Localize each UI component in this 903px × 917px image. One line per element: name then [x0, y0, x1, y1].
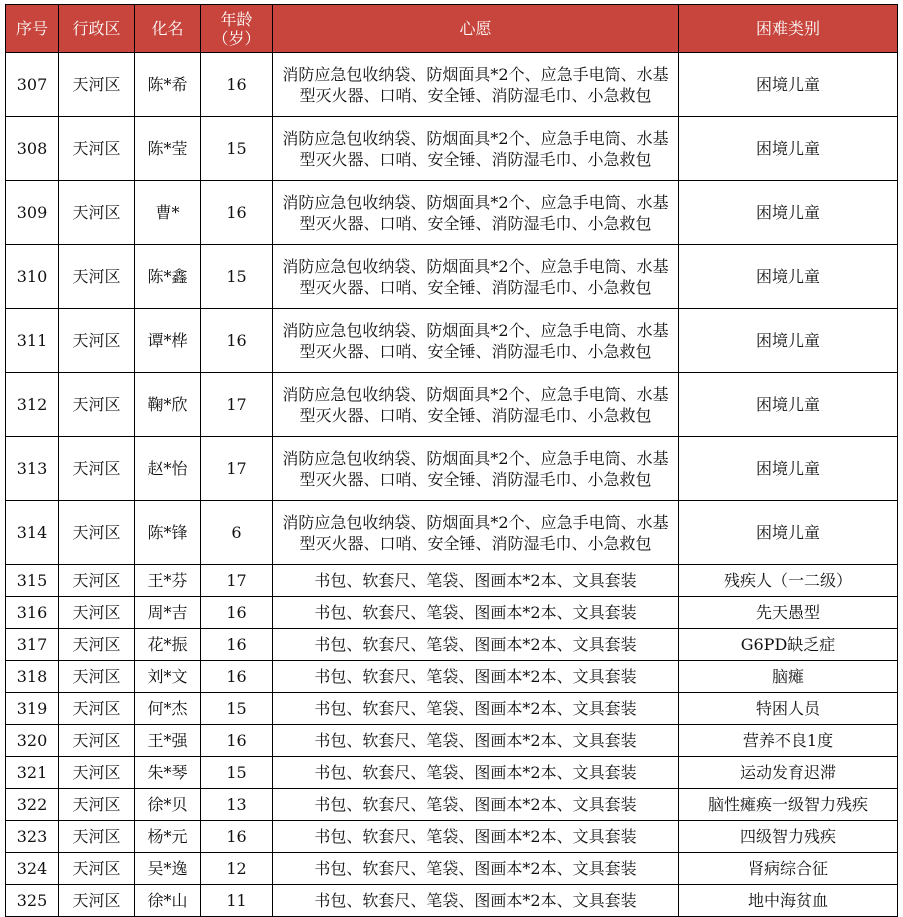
row-district: 天河区 [59, 245, 135, 309]
row-district: 天河区 [59, 437, 135, 501]
row-wish-line1: 消防应急包收纳袋、防烟面具*2个、应急手电筒、水基 [282, 128, 669, 148]
row-wish-line1: 书包、软套尺、笔袋、图画本*2本、文具套装 [314, 795, 637, 814]
row-wish-line2: 型灭火器、口哨、安全锤、消防湿毛巾、小急救包 [299, 213, 652, 233]
row-name: 王*强 [135, 725, 201, 757]
wish-list-table-container [5, 4, 898, 917]
row-wish-line1: 书包、软套尺、笔袋、图画本*2本、文具套装 [314, 603, 637, 622]
header-name: 化名 [135, 5, 201, 53]
row-wish-line2: 型灭火器、口哨、安全锤、消防湿毛巾、小急救包 [299, 341, 652, 361]
row-category: 困境儿童 [679, 245, 898, 309]
row-age: 11 [201, 885, 273, 917]
row-no: 314 [6, 501, 59, 565]
row-wish-line1: 消防应急包收纳袋、防烟面具*2个、应急手电筒、水基 [282, 192, 669, 212]
row-age: 15 [201, 693, 273, 725]
row-district: 天河区 [59, 757, 135, 789]
row-category: 四级智力残疾 [679, 821, 898, 853]
row-age: 17 [201, 437, 273, 501]
row-wish [273, 501, 679, 565]
row-no: 323 [6, 821, 59, 853]
row-district: 天河区 [59, 661, 135, 693]
row-name: 吴*逸 [135, 853, 201, 885]
table-row [6, 309, 898, 373]
row-wish-line2: 型灭火器、口哨、安全锤、消防湿毛巾、小急救包 [299, 469, 652, 489]
row-wish-line1: 消防应急包收纳袋、防烟面具*2个、应急手电筒、水基 [282, 384, 669, 404]
row-no: 320 [6, 725, 59, 757]
table-row [6, 373, 898, 437]
row-category: 困境儿童 [679, 117, 898, 181]
row-age: 16 [201, 181, 273, 245]
row-name: 花*振 [135, 629, 201, 661]
row-wish [273, 693, 679, 725]
row-name: 周*吉 [135, 597, 201, 629]
row-wish [273, 885, 679, 917]
row-age: 16 [201, 725, 273, 757]
header-age-line1: 年龄 [220, 9, 253, 29]
row-wish-line1: 消防应急包收纳袋、防烟面具*2个、应急手电筒、水基 [282, 512, 669, 532]
row-wish-line1: 消防应急包收纳袋、防烟面具*2个、应急手电筒、水基 [282, 448, 669, 468]
row-age: 16 [201, 821, 273, 853]
row-age: 16 [201, 629, 273, 661]
table-row [6, 437, 898, 501]
row-category: 先天愚型 [679, 597, 898, 629]
row-name: 鞠*欣 [135, 373, 201, 437]
row-district: 天河区 [59, 53, 135, 117]
row-district: 天河区 [59, 597, 135, 629]
row-wish-line2: 型灭火器、口哨、安全锤、消防湿毛巾、小急救包 [299, 85, 652, 105]
row-wish [273, 821, 679, 853]
row-wish [273, 309, 679, 373]
row-wish [273, 597, 679, 629]
row-name: 陈*莹 [135, 117, 201, 181]
table-header-row [6, 5, 898, 53]
row-name: 陈*希 [135, 53, 201, 117]
row-name: 刘*文 [135, 661, 201, 693]
row-wish-line1: 书包、软套尺、笔袋、图画本*2本、文具套装 [314, 827, 637, 846]
row-no: 321 [6, 757, 59, 789]
row-district: 天河区 [59, 373, 135, 437]
row-category: 运动发育迟滞 [679, 757, 898, 789]
row-no: 325 [6, 885, 59, 917]
row-no: 322 [6, 789, 59, 821]
table-row [6, 117, 898, 181]
table-row [6, 853, 898, 885]
row-category: 困境儿童 [679, 501, 898, 565]
row-category: 脑瘫 [679, 661, 898, 693]
table-row [6, 245, 898, 309]
row-name: 朱*琴 [135, 757, 201, 789]
row-wish-line1: 消防应急包收纳袋、防烟面具*2个、应急手电筒、水基 [282, 64, 669, 84]
row-name: 谭*桦 [135, 309, 201, 373]
row-wish-line1: 书包、软套尺、笔袋、图画本*2本、文具套装 [314, 859, 637, 878]
row-name: 何*杰 [135, 693, 201, 725]
table-row [6, 725, 898, 757]
row-wish [273, 565, 679, 597]
row-no: 317 [6, 629, 59, 661]
row-wish [273, 661, 679, 693]
row-name: 徐*贝 [135, 789, 201, 821]
table-row [6, 181, 898, 245]
row-category: 地中海贫血 [679, 885, 898, 917]
row-name: 王*芬 [135, 565, 201, 597]
row-no: 307 [6, 53, 59, 117]
row-category: 营养不良1度 [679, 725, 898, 757]
row-no: 309 [6, 181, 59, 245]
row-name: 陈*鑫 [135, 245, 201, 309]
row-wish-line1: 书包、软套尺、笔袋、图画本*2本、文具套装 [314, 731, 637, 750]
row-no: 312 [6, 373, 59, 437]
header-district: 行政区 [59, 5, 135, 53]
row-wish [273, 117, 679, 181]
table-row [6, 597, 898, 629]
row-wish [273, 53, 679, 117]
row-wish [273, 789, 679, 821]
header-age [201, 5, 273, 53]
row-wish [273, 757, 679, 789]
row-no: 310 [6, 245, 59, 309]
row-name: 曹* [135, 181, 201, 245]
row-name: 赵*怡 [135, 437, 201, 501]
row-age: 17 [201, 373, 273, 437]
row-wish [273, 181, 679, 245]
table-row [6, 885, 898, 917]
table-row [6, 629, 898, 661]
row-age: 16 [201, 53, 273, 117]
table-body [6, 53, 898, 917]
row-wish [273, 245, 679, 309]
row-name: 杨*元 [135, 821, 201, 853]
table-row [6, 821, 898, 853]
row-district: 天河区 [59, 821, 135, 853]
row-category: 困境儿童 [679, 373, 898, 437]
header-age-line2: （岁） [212, 28, 261, 48]
row-no: 319 [6, 693, 59, 725]
table-row [6, 661, 898, 693]
row-age: 6 [201, 501, 273, 565]
wish-list-table [5, 4, 898, 917]
row-district: 天河区 [59, 501, 135, 565]
row-no: 318 [6, 661, 59, 693]
table-row [6, 565, 898, 597]
row-name: 徐*山 [135, 885, 201, 917]
row-wish-line1: 消防应急包收纳袋、防烟面具*2个、应急手电筒、水基 [282, 320, 669, 340]
row-age: 17 [201, 565, 273, 597]
row-category: 肾病综合征 [679, 853, 898, 885]
row-district: 天河区 [59, 885, 135, 917]
row-wish [273, 373, 679, 437]
row-category: 困境儿童 [679, 181, 898, 245]
row-age: 16 [201, 661, 273, 693]
table-row [6, 757, 898, 789]
header-category: 困难类别 [679, 5, 898, 53]
row-no: 324 [6, 853, 59, 885]
row-category: G6PD缺乏症 [679, 629, 898, 661]
row-wish-line1: 书包、软套尺、笔袋、图画本*2本、文具套装 [314, 891, 637, 910]
row-wish-line2: 型灭火器、口哨、安全锤、消防湿毛巾、小急救包 [299, 277, 652, 297]
header-no: 序号 [6, 5, 59, 53]
row-wish-line1: 书包、软套尺、笔袋、图画本*2本、文具套装 [314, 635, 637, 654]
row-no: 311 [6, 309, 59, 373]
row-district: 天河区 [59, 789, 135, 821]
row-wish-line1: 书包、软套尺、笔袋、图画本*2本、文具套装 [314, 763, 637, 782]
row-age: 15 [201, 245, 273, 309]
row-wish [273, 725, 679, 757]
row-district: 天河区 [59, 693, 135, 725]
row-category: 脑性瘫痪一级智力残疾 [679, 789, 898, 821]
table-row [6, 789, 898, 821]
row-wish [273, 437, 679, 501]
row-category: 困境儿童 [679, 53, 898, 117]
row-wish-line1: 书包、软套尺、笔袋、图画本*2本、文具套装 [314, 667, 637, 686]
table-row [6, 53, 898, 117]
row-name: 陈*锋 [135, 501, 201, 565]
row-district: 天河区 [59, 565, 135, 597]
row-wish [273, 629, 679, 661]
row-wish-line2: 型灭火器、口哨、安全锤、消防湿毛巾、小急救包 [299, 533, 652, 553]
row-district: 天河区 [59, 309, 135, 373]
row-category: 特困人员 [679, 693, 898, 725]
row-age: 15 [201, 117, 273, 181]
row-age: 16 [201, 597, 273, 629]
row-district: 天河区 [59, 181, 135, 245]
row-wish-line2: 型灭火器、口哨、安全锤、消防湿毛巾、小急救包 [299, 149, 652, 169]
row-category: 困境儿童 [679, 437, 898, 501]
row-age: 12 [201, 853, 273, 885]
row-category: 残疾人（一二级） [679, 565, 898, 597]
row-wish [273, 853, 679, 885]
header-wish: 心愿 [273, 5, 679, 53]
row-district: 天河区 [59, 629, 135, 661]
row-no: 313 [6, 437, 59, 501]
row-age: 15 [201, 757, 273, 789]
table-row [6, 501, 898, 565]
row-wish-line1: 书包、软套尺、笔袋、图画本*2本、文具套装 [314, 699, 637, 718]
row-district: 天河区 [59, 725, 135, 757]
table-row [6, 693, 898, 725]
row-age: 13 [201, 789, 273, 821]
row-category: 困境儿童 [679, 309, 898, 373]
row-wish-line2: 型灭火器、口哨、安全锤、消防湿毛巾、小急救包 [299, 405, 652, 425]
row-age: 16 [201, 309, 273, 373]
row-district: 天河区 [59, 853, 135, 885]
row-no: 316 [6, 597, 59, 629]
row-no: 315 [6, 565, 59, 597]
row-no: 308 [6, 117, 59, 181]
row-wish-line1: 消防应急包收纳袋、防烟面具*2个、应急手电筒、水基 [282, 256, 669, 276]
row-district: 天河区 [59, 117, 135, 181]
row-wish-line1: 书包、软套尺、笔袋、图画本*2本、文具套装 [314, 571, 637, 590]
